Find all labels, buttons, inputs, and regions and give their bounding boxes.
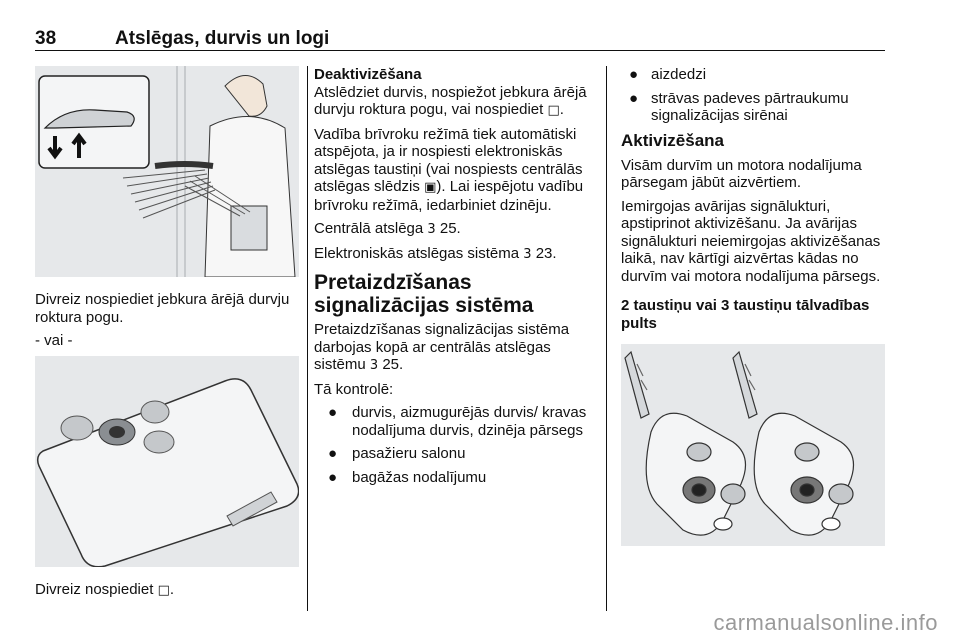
or-text: - vai - [35, 332, 73, 349]
reference-electronic-key [314, 245, 594, 264]
controls-list [314, 404, 594, 486]
bullet-icon: ● [629, 66, 639, 83]
page-number: 38 [35, 28, 57, 49]
list-item: ● pasažieru salonu [328, 445, 466, 462]
remote-keys-svg [621, 344, 885, 546]
activation-paragraph-1: Visām durvīm un motora nodalījuma pārsegam jābūt aizvērtiem. [621, 156, 862, 191]
page-header [35, 28, 885, 51]
page-reference-arrow-icon: 3 [369, 358, 379, 373]
reference-electronic-key-text: Elektroniskās atslēgas sistēma [314, 244, 520, 262]
reference-central-lock-page[interactable]: 25. [439, 220, 461, 237]
deactivation-end-1: . [559, 101, 564, 118]
reference-central-lock [314, 220, 594, 239]
caption-key-end: . [169, 580, 175, 598]
caption-door-button: Divreiz nospiediet jebkura ārējā durvju roktura pogu. [35, 291, 290, 326]
deactivation-text-1: Atslēdziet durvis, nospiežot jebkura ārējā durvju roktura pogu, vai nospiediet [314, 83, 587, 118]
bullet-icon: ● [629, 89, 639, 107]
list-item: ● bagāžas nodalījumu [328, 468, 487, 486]
deactivation-paragraph-2 [314, 126, 594, 215]
caption-key-button [35, 581, 299, 600]
reference-central-lock-text: Centrālā atslēga [314, 220, 424, 237]
bullet-icon: ● [328, 468, 338, 486]
page-title: Atslēgas, durvis un logi [115, 28, 330, 49]
central-lock-switch-icon: ▣ [424, 180, 437, 195]
column-divider-2 [606, 66, 607, 611]
deactivation-text-2: Vadība brīvroku režīmā tiek automātiski atspējota, ja ir nospiesti elektroniskās atslēgas taustiņi (vai nospiests centrālās atslēgas slēdzis [314, 125, 583, 195]
bullet-icon: ● [328, 404, 338, 421]
alarm-text: Pretaizdzīšanas signalizācijas sistēma darbojas kopā ar centrālās atslēgas sistēmu [314, 321, 570, 373]
key-card-svg [35, 356, 299, 567]
column-left [35, 66, 299, 605]
column-right [621, 66, 891, 546]
activation-heading: Aktivizēšana [621, 130, 724, 150]
deactivation-end-2: ). Lai iespējotu vadību brīvroku režīmā, iedarbiniet dzinēju. [314, 178, 584, 214]
list-item: ● strāvas padeves pārtraukumu signalizācijas sirēnai [629, 89, 849, 124]
column-middle [314, 66, 594, 492]
alarm-reference-page[interactable]: 25. [382, 356, 404, 373]
door-handle-svg [35, 66, 299, 277]
reference-electronic-key-page[interactable]: 23. [535, 244, 557, 262]
alarm-heading: Pretaizdzīšanas signalizācijas sistēma [314, 271, 534, 317]
page-reference-arrow-icon: 3 [523, 246, 532, 262]
remote-heading: 2 taustiņu vai 3 taustiņu tālvadības pults [621, 297, 870, 332]
remote-keys-illustration [621, 344, 885, 546]
caption-key-text: Divreiz nospiediet [35, 580, 154, 598]
door-handle-illustration [35, 66, 299, 277]
activation-paragraph-2: Iemirgojas avārijas signālukturi, apstiprinot aktivizēšanu. Ja avārijas signālukturi neiemirgojas aktivizēšanas laikā, nav kārtīgi aizvērtas kādas no durvīm vai motora nodalījuma pārsegs. [621, 197, 881, 285]
bullet-icon: ● [328, 445, 338, 462]
controls-list-continued [621, 66, 891, 125]
list-item: ● aizdedzi [629, 66, 707, 83]
deactivation-heading: Deaktivizēšana [314, 66, 422, 83]
page-reference-arrow-icon: 3 [427, 222, 436, 237]
controls-intro: Tā kontrolē: [314, 380, 394, 398]
unlock-icon: □ [157, 582, 170, 598]
alarm-paragraph [314, 321, 594, 375]
deactivation-paragraph-1 [314, 84, 594, 120]
watermark: carmanualsonline.info [713, 610, 938, 635]
key-card-illustration [35, 356, 299, 567]
column-divider-1 [307, 66, 308, 611]
unlock-icon: □ [547, 103, 560, 118]
list-item: ● durvis, aizmugurējās durvis/ kravas nodalījuma durvis, dzinēja pārsegs [328, 404, 587, 439]
